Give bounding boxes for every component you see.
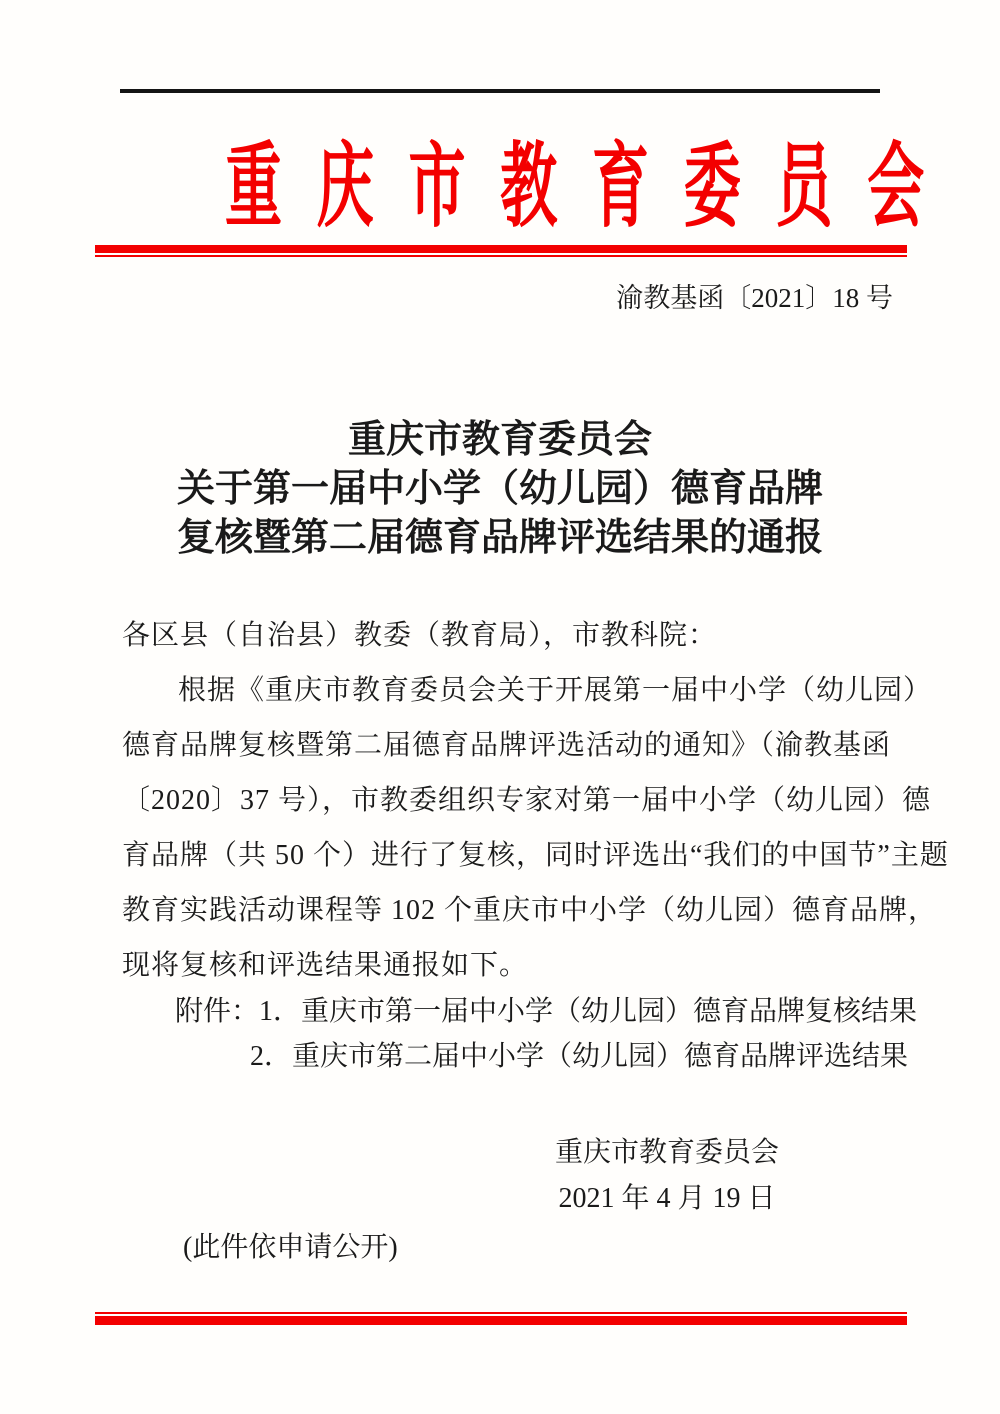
- document-number: 渝教基函〔2021〕18 号: [616, 283, 893, 313]
- document-title-line-2: 关于第一届中小学（幼儿园）德育品牌: [176, 468, 823, 510]
- footer-red-divider: [95, 1312, 907, 1325]
- disclosure-note: (此件依申请公开): [183, 1232, 398, 1263]
- document-body: [122, 608, 949, 993]
- signature-organization: 重庆市教育委员会: [554, 1136, 779, 1167]
- letterhead: [0, 136, 1000, 238]
- body-line: 育品牌（共 50 个）进行了复核，同时评选出“我们的中国节”主题: [122, 840, 949, 871]
- document-title-line-3: 复核暨第二届德育品牌评选结果的通报: [176, 517, 823, 559]
- signature-date: 2021 年 4 月 19 日: [558, 1183, 776, 1214]
- body-line: 根据《重庆市教育委员会关于开展第一届中小学（幼儿园）: [178, 675, 933, 706]
- header-red-divider: [95, 245, 907, 257]
- body-line: 教育实践活动课程等 102 个重庆市中小学（幼儿园）德育品牌，: [122, 895, 938, 926]
- body-line: 德育品牌复核暨第二届德育品牌评选活动的通知》（渝教基函: [122, 730, 892, 761]
- document-title-line-1: 重庆市教育委员会: [347, 419, 652, 461]
- body-line: 现将复核和评选结果通报如下。: [122, 950, 529, 981]
- signature-block: [517, 1128, 817, 1222]
- attachment-item-1: 附件：1．重庆市第一届中小学（幼儿园）德育品牌复核结果: [175, 996, 918, 1027]
- body-line: 〔2020〕37 号），市教委组织专家对第一届中小学（幼儿园）德: [122, 785, 932, 816]
- top-black-divider: [120, 89, 880, 93]
- agency-name: 重庆市教育委员会: [224, 136, 960, 238]
- document-title: [0, 416, 1000, 563]
- attachment-item-2: 2．重庆市第二届中小学（幼儿园）德育品牌评选结果: [250, 1041, 909, 1072]
- body-salutation: 各区县（自治县）教委（教育局），市教科院：: [122, 620, 718, 651]
